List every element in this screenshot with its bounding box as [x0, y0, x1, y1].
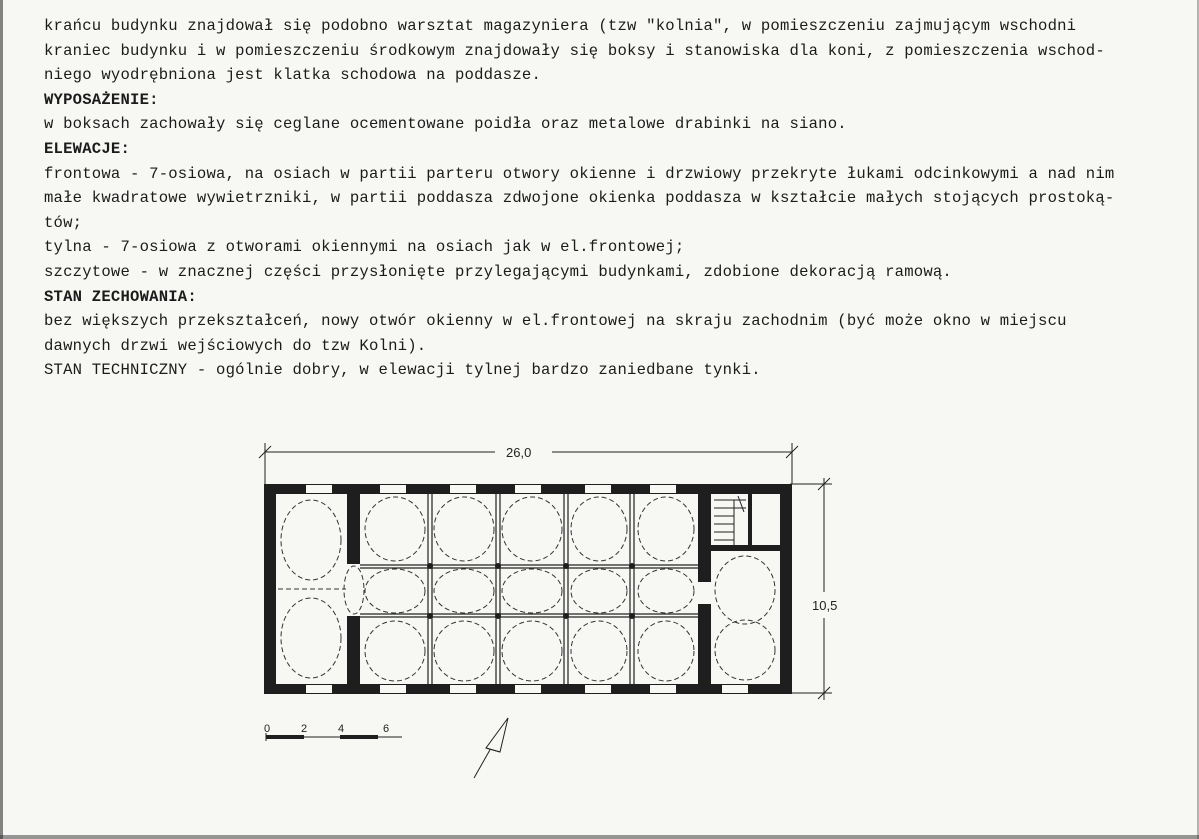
- text-line: małe kwadratowe wywietrzniki, w partii poddasza zdwojone okienka poddasza w kształcie małych stojących prostoką-: [44, 189, 1115, 208]
- width-dimension-label: 26,0: [506, 445, 532, 460]
- section-heading-stan-zachowania: STAN ZECHOWANIA:: [44, 287, 197, 306]
- window-openings: [306, 485, 748, 693]
- scale-bar: [266, 733, 402, 741]
- text-line: niego wyodrębniona jest klatka schodowa na poddasze.: [44, 66, 542, 85]
- column-markers: [427, 563, 635, 619]
- beam-lines: [360, 494, 698, 684]
- north-arrow-icon: [474, 718, 508, 778]
- text-line: krańcu budynku znajdował się podobno warsztat magazyniera (tzw "kolnia", w pomieszczeniu zajmującym wschodni: [44, 17, 1077, 35]
- text-line: STAN TECHNICZNY - ogólnie dobry, w elewacji tylnej bardzo zaniedbane tynki.: [44, 361, 761, 380]
- scale-label-0: 0: [264, 723, 271, 735]
- scale-label-2: 2: [301, 723, 308, 735]
- text-line: bez większych przekształceń, nowy otwór okienny w el.frontowej na skraju zachodnim (być może okno w miejscu: [44, 312, 1067, 331]
- text-line: szczytowe - w znacznej części przysłonięte przylegającymi budynkami, zdobione dekoracją ramową.: [44, 262, 952, 281]
- section-heading-wyposazenie: WYPOSAŻENIE:: [44, 90, 159, 109]
- text-line: dawnych drzwi wejściowych do tzw Kolni).: [44, 336, 427, 355]
- section-heading-elewacje: ELEWACJE:: [44, 139, 131, 158]
- scale-label-6: 6: [383, 723, 390, 735]
- text-line: w boksach zachowały się ceglane ocementowane poidła oraz metalowe drabinki na siano.: [44, 115, 847, 134]
- text-line: tylna - 7-osiowa z otworami okiennymi na osiach jak w el.frontowej;: [44, 238, 685, 257]
- depth-dimension-line: [790, 478, 832, 700]
- scale-label-4: 4: [338, 723, 345, 735]
- depth-dimension-label: 10,5: [812, 598, 838, 613]
- text-line: tów;: [44, 213, 83, 232]
- staircase: [714, 496, 746, 545]
- text-line: kraniec budynku i w pomieszczeniu środkowym znajdowały się boksy i stanowiska dla koni, z pomieszczenia wschod-: [44, 41, 1105, 60]
- text-line: frontowa - 7-osiowa, na osiach w partii parteru otwory okienne i drzwiowy przekryte łukami odcinkowymi a nad nim: [44, 164, 1115, 183]
